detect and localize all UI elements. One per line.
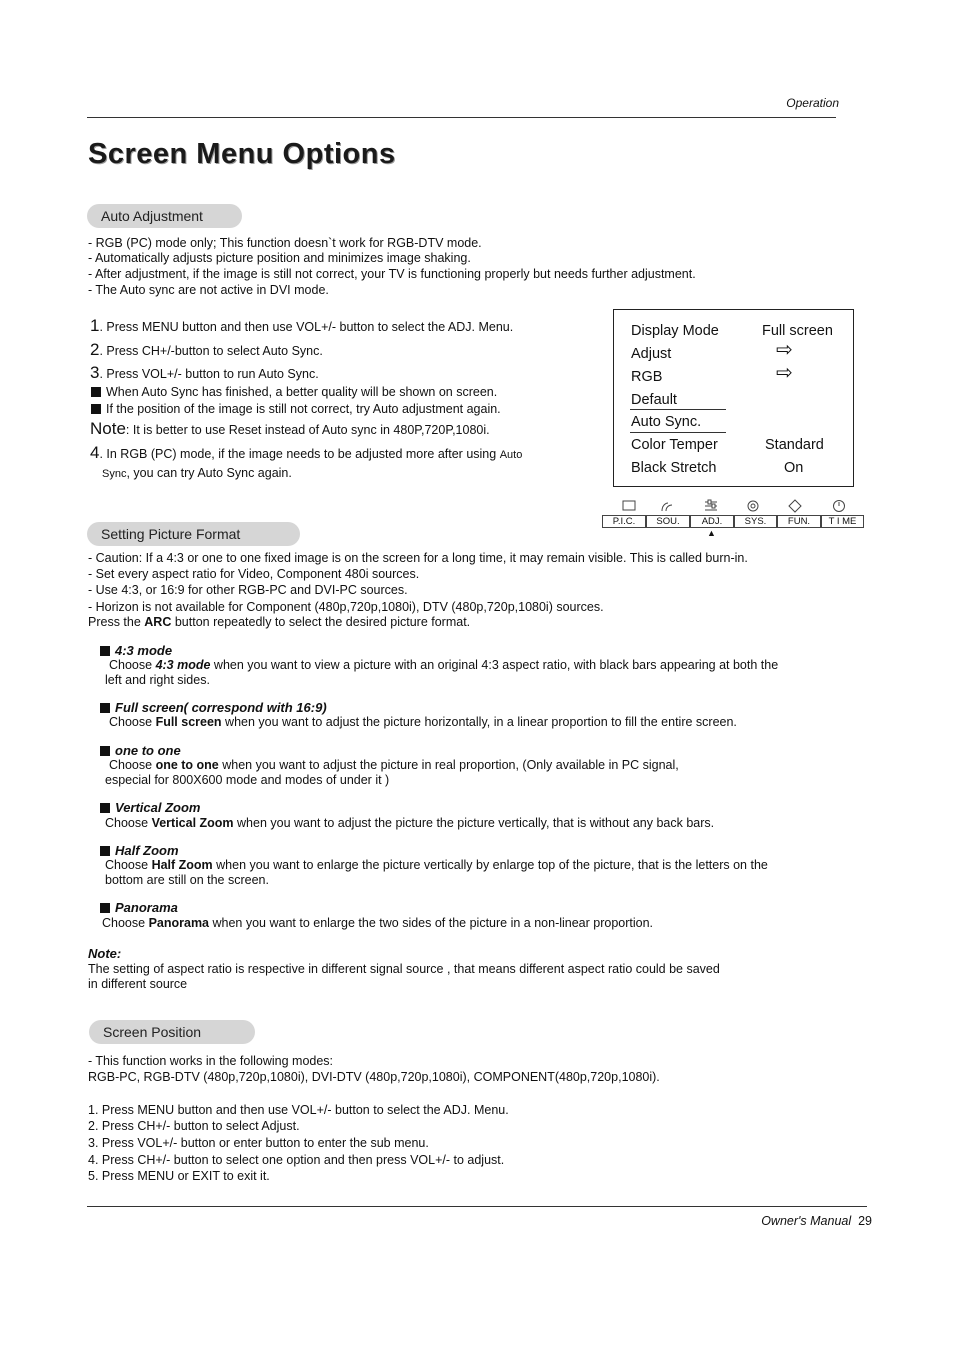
footer-rule	[87, 1206, 867, 1207]
osd-highlight-bottom	[630, 432, 726, 433]
screen-position-modes: RGB-PC, RGB-DTV (480p,720p,1080i), DVI-DTV (480p,720p,1080i), COMPONENT(480p,720p,1080i).	[88, 1070, 660, 1084]
tab-time: T I ME	[821, 515, 864, 528]
screen-position-step: 2. Press CH+/- button to select Adjust.	[88, 1119, 300, 1133]
function-icon	[788, 499, 802, 513]
note-text-cont: in different source	[88, 977, 188, 991]
note-text: The setting of aspect ratio is respective in different signal source , that means different aspect ratio could be saved	[88, 962, 720, 976]
mode-heading: Full screen( correspond with 16:9)	[100, 700, 327, 715]
square-bullet-icon	[100, 746, 110, 756]
mode-desc-cont: left and right sides.	[105, 673, 210, 687]
square-bullet-icon	[100, 703, 110, 713]
tab-pointer-icon: ▲	[707, 528, 716, 538]
auto-sub-bullet: When Auto Sync has finished, a better quality will be shown on screen.	[91, 384, 497, 400]
page-title: Screen Menu Options	[88, 138, 396, 170]
auto-step-4-cont: Sync, you can try Auto Sync again.	[102, 466, 292, 480]
clock-icon	[832, 499, 846, 513]
auto-step-3: 3. Press VOL+/- button to run Auto Sync.	[90, 363, 319, 382]
square-bullet-icon	[100, 846, 110, 856]
auto-adjustment-bullet: - Automatically adjusts picture position and minimizes image shaking.	[88, 251, 471, 265]
square-bullet-icon	[91, 387, 101, 397]
tab-sys: SYS.	[734, 515, 777, 528]
osd-row-value: Full screen	[762, 323, 833, 339]
mode-heading: Panorama	[100, 900, 178, 915]
screen-position-heading: Screen Position	[89, 1020, 255, 1044]
square-bullet-icon	[100, 646, 110, 656]
screen-position-intro: - This function works in the following modes:	[88, 1054, 334, 1068]
mode-heading: one to one	[100, 743, 181, 758]
auto-step-4: 4. In RGB (PC) mode, if the image needs to be adjusted more after using Auto	[90, 443, 523, 462]
header-section-label: Operation	[786, 96, 839, 110]
auto-adjustment-bullet: - After adjustment, if the image is still not correct, your TV is functioning properly but needs further adjustment.	[88, 267, 696, 281]
picture-format-bullet: - Set every aspect ratio for Video, Component 480i sources.	[88, 567, 420, 581]
mode-desc: Choose Panorama when you want to enlarge the two sides of the picture in a non-linear proportion.	[102, 916, 654, 930]
mode-desc: Choose Vertical Zoom when you want to adjust the picture the picture vertically, that is without any back bars.	[105, 816, 715, 830]
system-icon	[746, 499, 760, 513]
header-rule	[87, 117, 836, 118]
square-bullet-icon	[91, 404, 101, 414]
auto-step-1: 1. Press MENU button and then use VOL+/- button to select the ADJ. Menu.	[90, 316, 514, 335]
osd-row-label-selected: Auto Sync.	[631, 414, 702, 430]
picture-format-bullet: - Caution: If a 4:3 or one to one fixed image is on the screen for a long time, it may remain visible. This is called burn-in.	[88, 551, 748, 565]
osd-row-label: Black Stretch	[631, 460, 717, 476]
mode-desc: Choose 4:3 mode when you want to view a picture with an original 4:3 aspect ratio, with black bars appearing at both the	[109, 658, 779, 672]
sound-icon	[660, 499, 674, 513]
osd-row-label: Color Temper	[631, 437, 718, 453]
screen-position-step: 4. Press CH+/- button to select one option and then press VOL+/- to adjust.	[88, 1153, 505, 1167]
auto-adjustment-heading: Auto Adjustment	[87, 204, 242, 228]
mode-heading: Half Zoom	[100, 843, 179, 858]
auto-note: Note: It is better to use Reset instead of Auto sync in 480P,720P,1080i.	[90, 419, 490, 438]
mode-desc: Choose Half Zoom when you want to enlarge the picture vertically by enlarge top of the picture, that is the letters on the	[105, 858, 768, 872]
auto-step-2: 2. Press CH+/-button to select Auto Sync.	[90, 340, 323, 359]
note-heading: Note:	[88, 946, 122, 961]
adjust-icon	[704, 499, 718, 513]
mode-desc: Choose Full screen when you want to adjust the picture horizontally, in a linear proportion to fill the entire screen.	[109, 715, 737, 729]
auto-adjustment-bullet: - RGB (PC) mode only; This function doesn`t work for RGB-DTV mode.	[88, 236, 482, 250]
screen-position-step: 5. Press MENU or EXIT to exit it.	[88, 1169, 270, 1183]
picture-icon	[622, 499, 636, 513]
square-bullet-icon	[100, 803, 110, 813]
osd-row-label: Display Mode	[631, 323, 719, 339]
tab-adj: ADJ.	[690, 515, 734, 528]
osd-highlight-top	[630, 409, 726, 410]
footer-page-label: Owner's Manual 29	[761, 1214, 872, 1228]
mode-heading: 4:3 mode	[100, 643, 172, 658]
screen-position-step: 3. Press VOL+/- button or enter button to enter the sub menu.	[88, 1136, 429, 1150]
auto-adjustment-bullet: - The Auto sync are not active in DVI mode.	[88, 283, 329, 297]
arrow-right-icon: ⇨	[776, 339, 793, 361]
tab-fun: FUN.	[777, 515, 821, 528]
picture-format-bullet: - Use 4:3, or 16:9 for other RGB-PC and DVI-PC sources.	[88, 583, 408, 597]
osd-menu-panel	[613, 309, 854, 487]
osd-row-label: Default	[631, 392, 677, 408]
osd-row-value: Standard	[765, 437, 824, 453]
mode-desc-cont: especial for 800X600 mode and modes of under it )	[105, 773, 390, 787]
picture-format-heading: Setting Picture Format	[87, 522, 300, 546]
square-bullet-icon	[100, 903, 110, 913]
osd-row-label: Adjust	[631, 346, 672, 362]
tab-pic: P.I.C.	[602, 515, 646, 528]
auto-sub-bullet: If the position of the image is still not correct, try Auto adjustment again.	[91, 401, 501, 417]
mode-desc: Choose one to one when you want to adjust the picture in real proportion, (Only available in PC signal,	[109, 758, 679, 772]
arrow-right-icon: ⇨	[776, 362, 793, 384]
osd-row-label: RGB	[631, 369, 663, 385]
osd-tab-bar	[602, 499, 864, 529]
tab-sou: SOU.	[646, 515, 690, 528]
picture-format-bullet: - Horizon is not available for Component (480p,720p,1080i), DTV (480p,720p,1080i) sources.	[88, 600, 604, 614]
screen-position-step: 1. Press MENU button and then use VOL+/- button to select the ADJ. Menu.	[88, 1103, 509, 1117]
mode-heading: Vertical Zoom	[100, 800, 200, 815]
osd-row-value: On	[784, 460, 804, 476]
arc-instruction: Press the ARC button repeatedly to select the desired picture format.	[88, 615, 471, 629]
mode-desc-cont: bottom are still on the screen.	[105, 873, 269, 887]
